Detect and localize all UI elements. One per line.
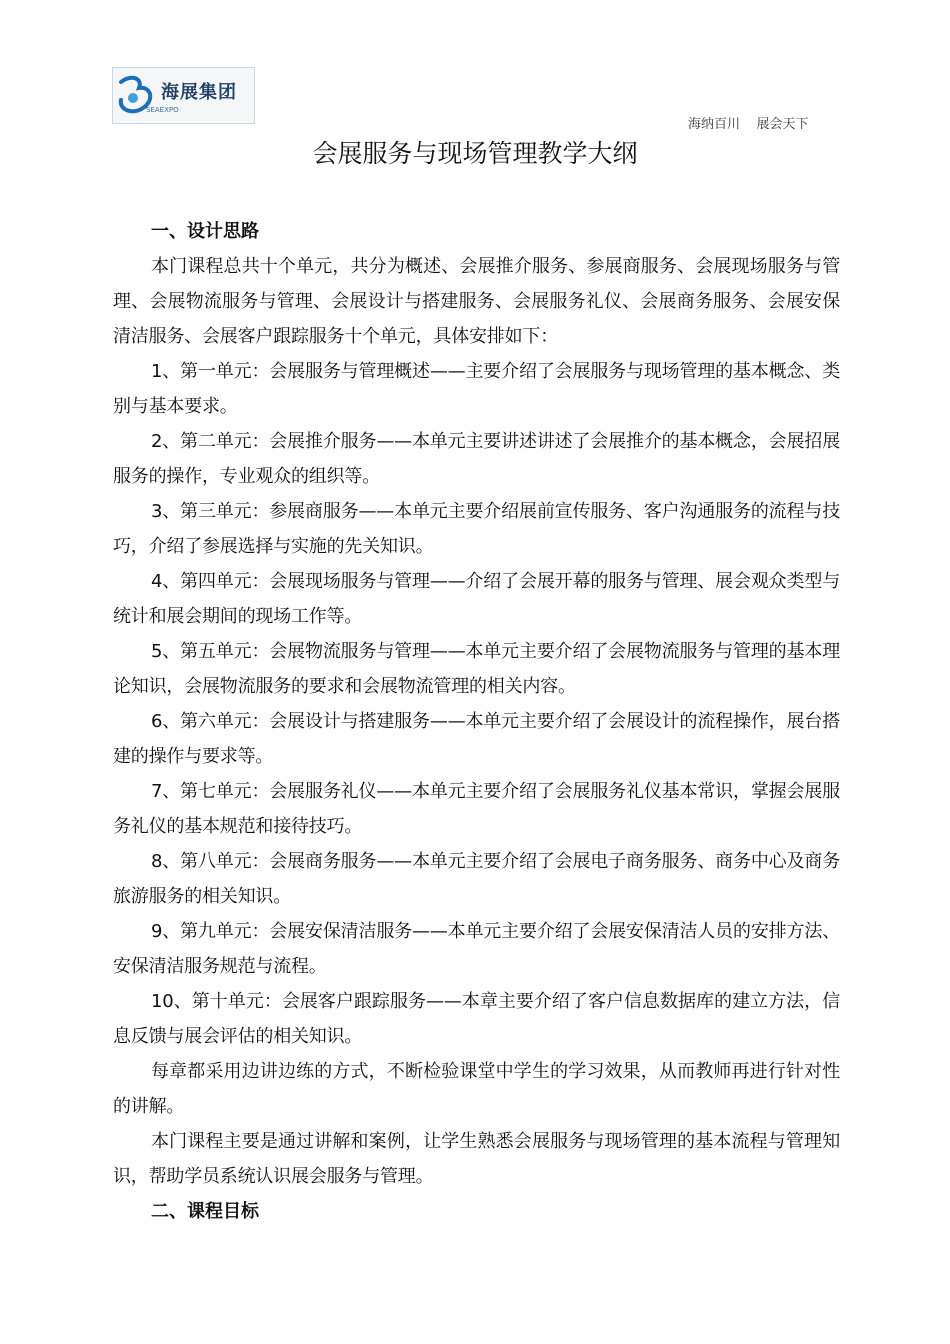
section-heading-goals: 二、课程目标 bbox=[151, 1201, 259, 1222]
logo-sub-text: SEAEXPO bbox=[146, 106, 179, 114]
paragraph-unit-2: 2、第二单元：会展推介服务——本单元主要讲述讲述了会展推介的基本概念，会展招展服务的操作，专业观众的组织等。 bbox=[113, 431, 840, 487]
document-body bbox=[113, 214, 840, 1229]
paragraph-unit-7: 7、第七单元：会展服务礼仪——本单元主要介绍了会展服务礼仪基本常识，掌握会展服务礼仪的基本规范和接待技巧。 bbox=[113, 781, 840, 837]
paragraph-intro: 本门课程总共十个单元，共分为概述、会展推介服务、参展商服务、会展现场服务与管理、会展物流服务与管理、会展设计与搭建服务、会展服务礼仪、会展商务服务、会展安保清洁服务、会展客户跟踪服务十个单元，具体安排如下： bbox=[113, 256, 840, 347]
paragraph-unit-10: 10、第十单元：会展客户跟踪服务——本章主要介绍了客户信息数据库的建立方法，信息反馈与展会评估的相关知识。 bbox=[113, 991, 840, 1047]
paragraph-unit-8: 8、第八单元：会展商务服务——本单元主要介绍了会展电子商务服务、商务中心及商务旅游服务的相关知识。 bbox=[113, 851, 840, 907]
paragraph-unit-6: 6、第六单元：会展设计与搭建服务——本单元主要介绍了会展设计的流程操作，展台搭建的操作与要求等。 bbox=[113, 711, 840, 767]
paragraph-unit-1: 1、第一单元：会展服务与管理概述——主要介绍了会展服务与现场管理的基本概念、类别与基本要求。 bbox=[113, 361, 840, 417]
paragraph-unit-3: 3、第三单元：参展商服务——本单元主要介绍展前宣传服务、客户沟通服务的流程与技巧，介绍了参展选择与实施的先关知识。 bbox=[113, 501, 840, 557]
paragraph-unit-9: 9、第九单元：会展安保清洁服务——本单元主要介绍了会展安保清洁人员的安排方法、安保清洁服务规范与流程。 bbox=[113, 921, 840, 977]
header-slogan: 海纳百川 展会天下 bbox=[688, 117, 809, 132]
paragraph-unit-5: 5、第五单元：会展物流服务与管理——本单元主要介绍了会展物流服务与管理的基本理论知识，会展物流服务的要求和会展物流管理的相关内容。 bbox=[113, 641, 840, 697]
company-logo bbox=[112, 67, 255, 124]
paragraph-unit-4: 4、第四单元：会展现场服务与管理——介绍了会展开幕的服务与管理、展会观众类型与统计和展会期间的现场工作等。 bbox=[113, 571, 840, 627]
document-title: 会展服务与现场管理教学大纲 bbox=[312, 139, 638, 168]
paragraph-method: 每章都采用边讲边练的方式，不断检验课堂中学生的学习效果，从而教师再进行针对性的讲解。 bbox=[113, 1061, 840, 1117]
paragraph-summary: 本门课程主要是通过讲解和案例，让学生熟悉会展服务与现场管理的基本流程与管理知识，帮助学员系统认识展会服务与管理。 bbox=[113, 1131, 840, 1187]
section-heading-design: 一、设计思路 bbox=[151, 221, 259, 242]
logo-brand-text: 海展集团 bbox=[161, 82, 237, 103]
